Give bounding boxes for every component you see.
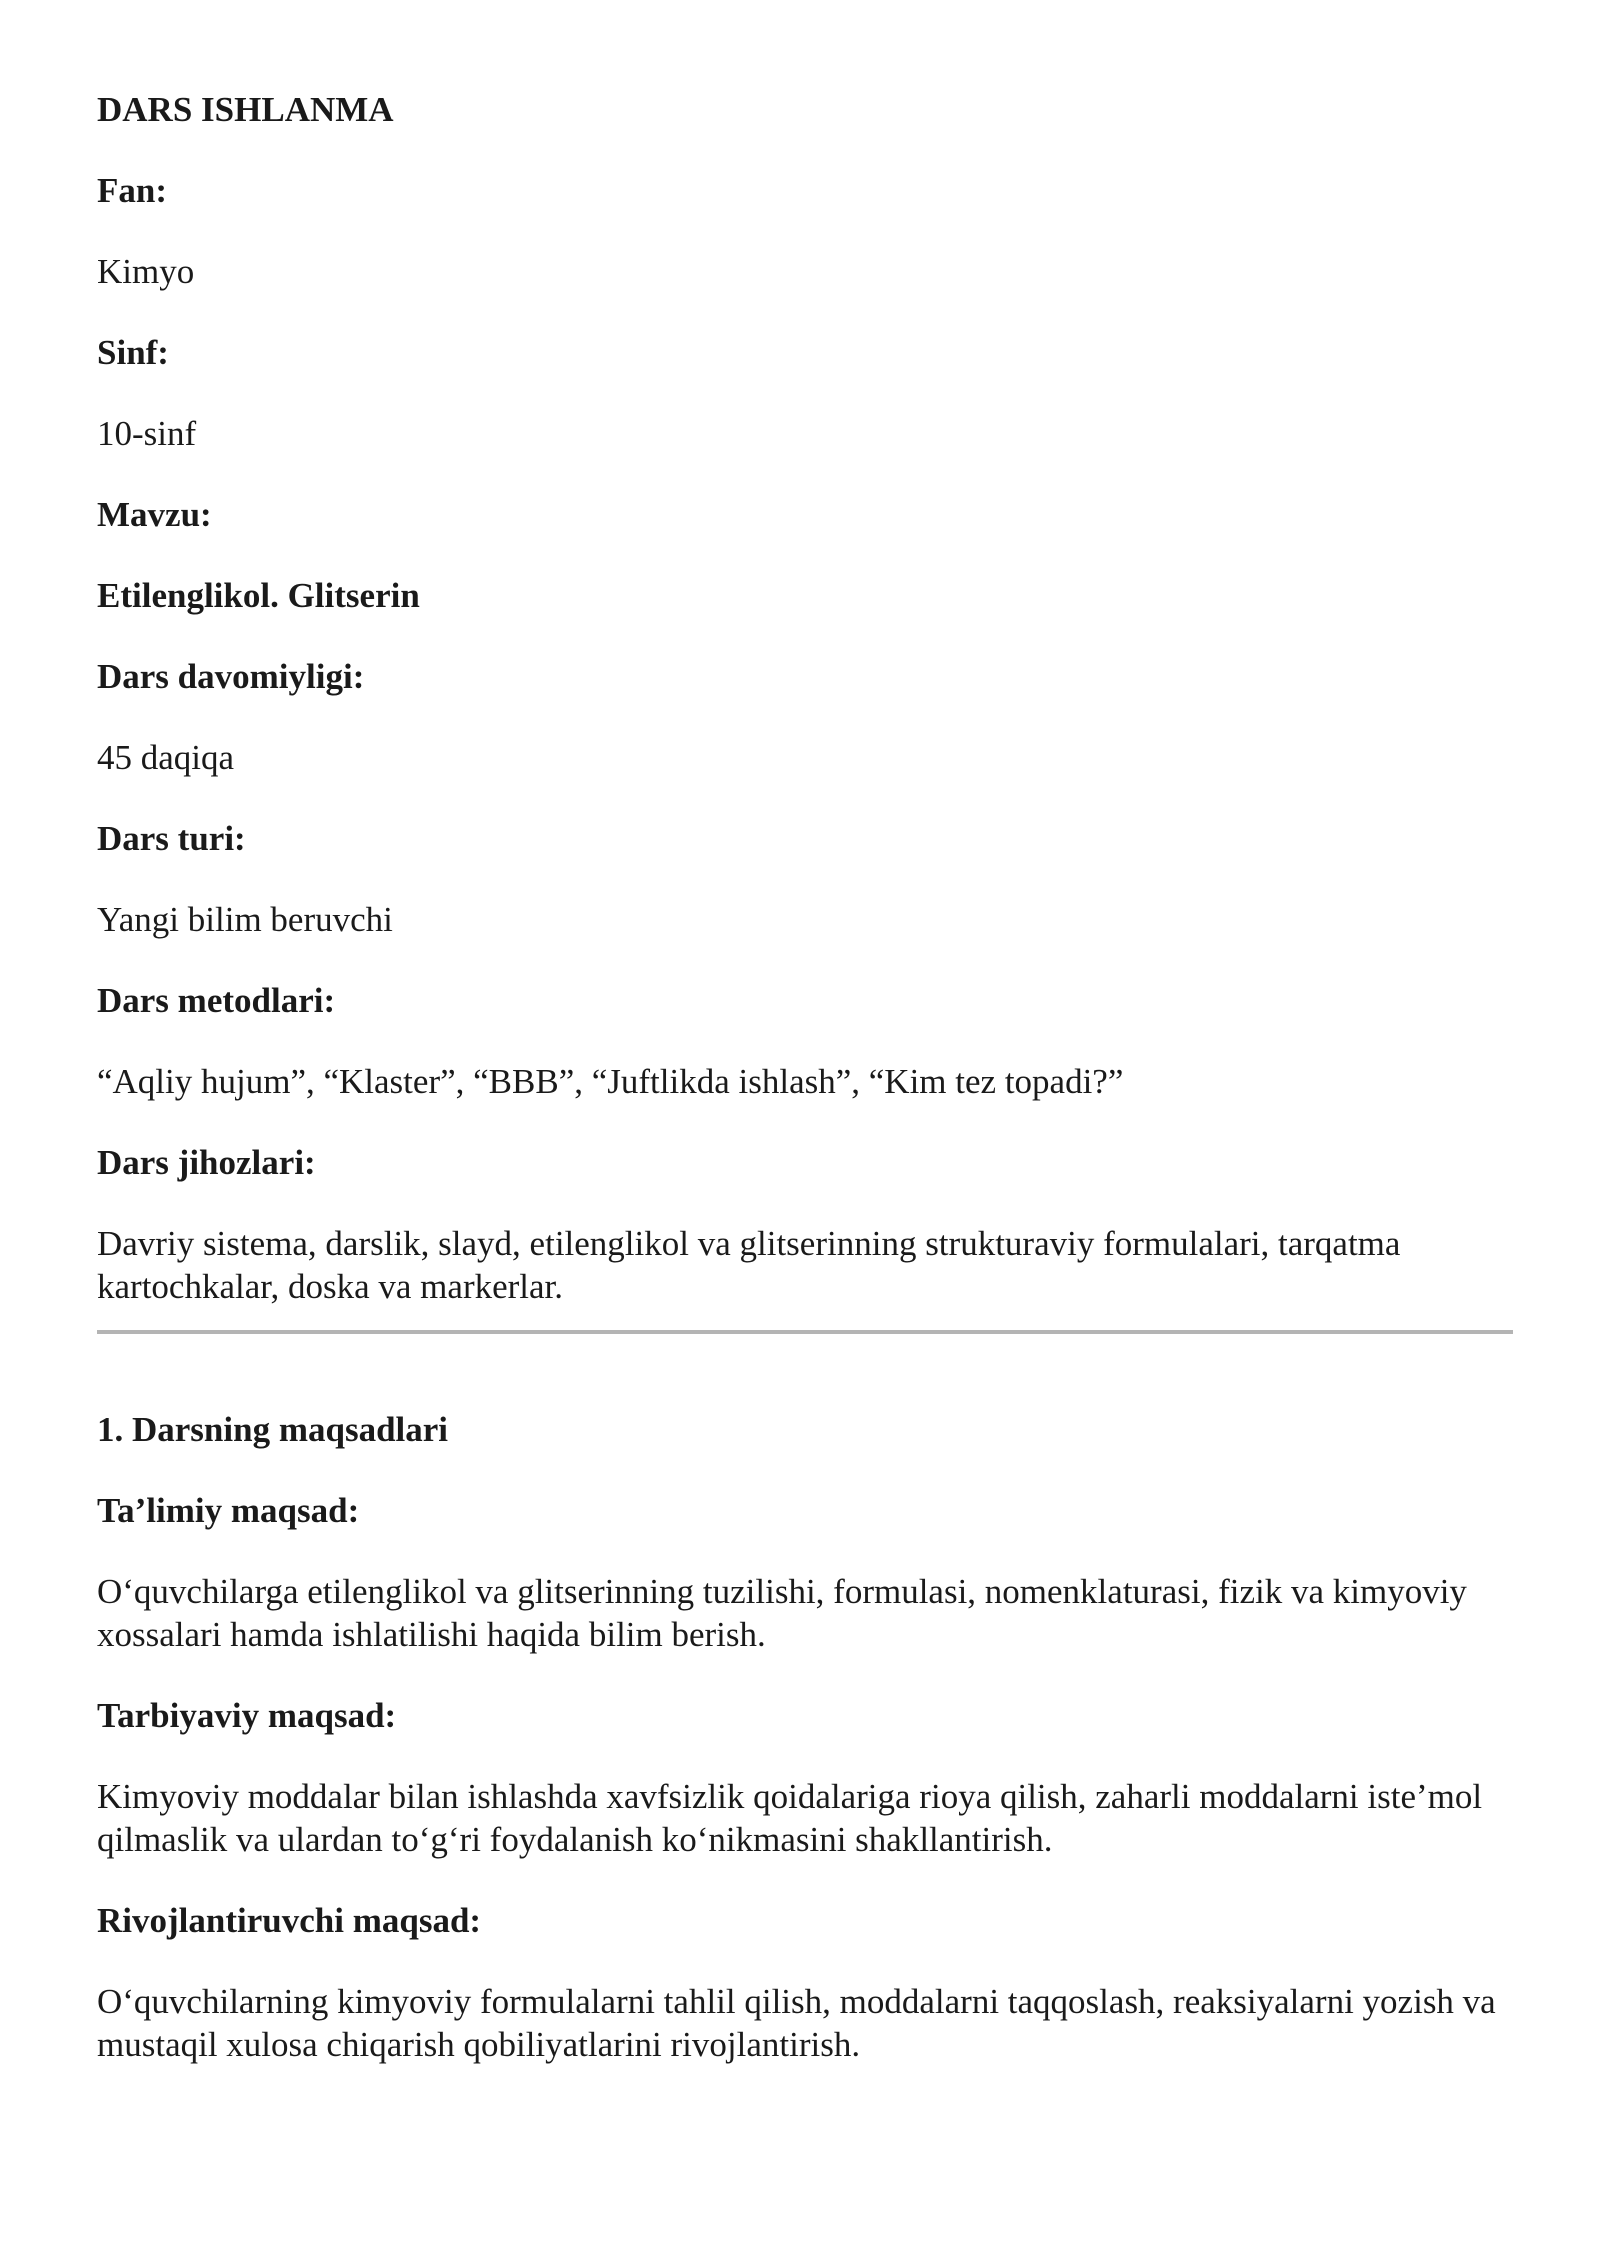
davomiylik-value: 45 daqiqa [97, 738, 235, 777]
section-heading: 1. Darsning maqsadlari [97, 1410, 449, 1449]
metodlar-label: Dars metodlari: [97, 981, 336, 1020]
rivojlantiruvchi-label: Rivojlantiruvchi maqsad: [97, 1901, 482, 1940]
document-page [97, 88, 1513, 2104]
fan-value: Kimyo [97, 252, 195, 291]
talimiy-text: O‘quvchilarga etilenglikol va glitserinning tuzilishi, formulasi, nomenklaturasi, fizik va kimyoviy xossalari hamda ishlatilishi haqida bilim berish. [97, 1572, 1467, 1654]
talimiy-label: Ta’limiy maqsad: [97, 1491, 360, 1530]
jihozlar-value: Davriy sistema, darslik, slayd, etilenglikol va glitserinning strukturaviy formulalari, tarqatma kartochkalar, doska va markerlar. [97, 1224, 1401, 1306]
sinf-label: Sinf: [97, 333, 169, 372]
fan-label: Fan: [97, 171, 167, 210]
mavzu-label: Mavzu: [97, 495, 212, 534]
document-title: DARS ISHLANMA [97, 90, 394, 129]
mavzu-value: Etilenglikol. Glitserin [97, 576, 420, 615]
rivojlantiruvchi-text: O‘quvchilarning kimyoviy formulalarni tahlil qilish, moddalarni taqqoslash, reaksiyalarni yozish va mustaqil xulosa chiqarish qobiliyatlarini rivojlantirish. [97, 1982, 1496, 2064]
tarbiyaviy-label: Tarbiyaviy maqsad: [97, 1696, 397, 1735]
dars-turi-value: Yangi bilim beruvchi [97, 900, 393, 939]
jihozlar-label: Dars jihozlari: [97, 1143, 316, 1182]
tarbiyaviy-text: Kimyoviy moddalar bilan ishlashda xavfsizlik qoidalariga rioya qilish, zaharli moddalarni iste’mol qilmaslik va ulardan to‘g‘ri foydalanish ko‘nikmasini shakllantirish. [97, 1777, 1483, 1859]
section-divider [97, 1330, 1513, 1334]
dars-turi-label: Dars turi: [97, 819, 246, 858]
davomiylik-label: Dars davomiyligi: [97, 657, 365, 696]
metodlar-value: “Aqliy hujum”, “Klaster”, “BBB”, “Juftlikda ishlash”, “Kim tez topadi?” [97, 1062, 1124, 1101]
sinf-value: 10-sinf [97, 414, 197, 453]
